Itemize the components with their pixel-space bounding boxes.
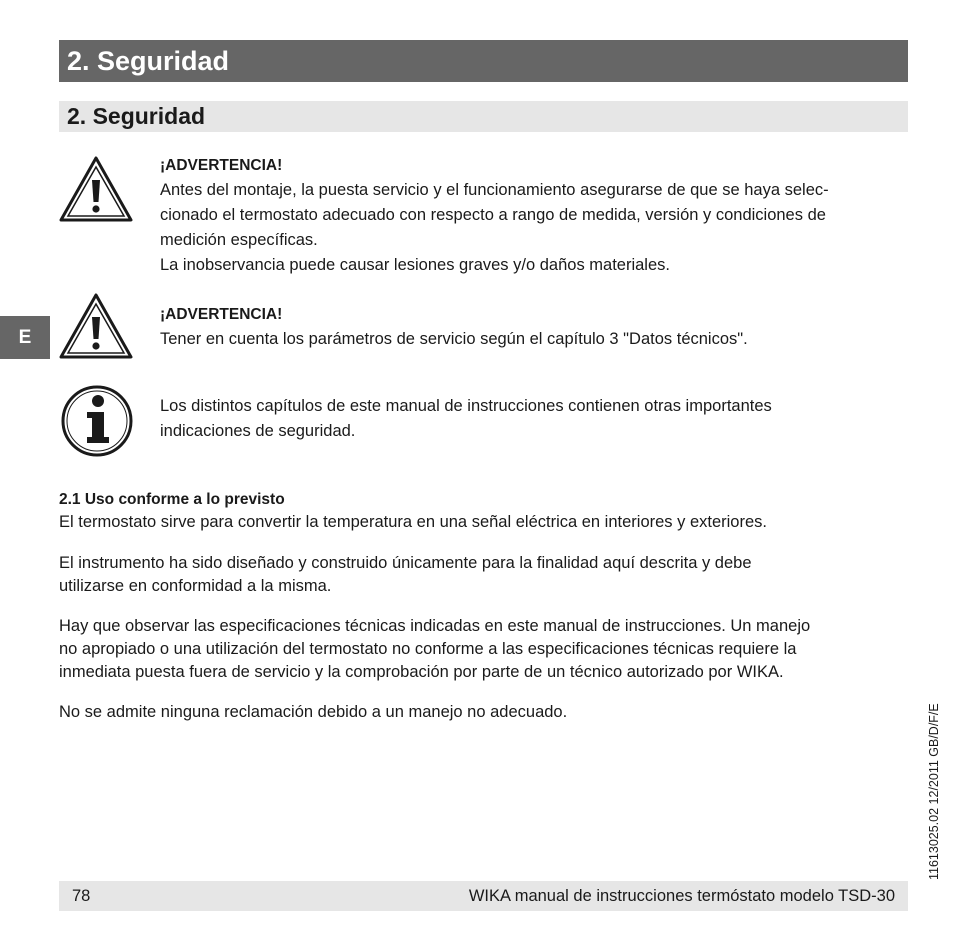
footer-title: WIKA manual de instrucciones termóstato modelo TSD-30 [468,887,895,905]
warning-text-line: Tener en cuenta los parámetros de servicio según el capítulo 3 "Datos técnicos". [160,330,748,348]
warning-block-1 [160,153,920,278]
info-text-line: Los distintos capítulos de este manual de instrucciones contienen otras importantes [160,397,772,415]
paragraph-2 [59,552,909,598]
paragraph-line: El instrumento ha sido diseñado y construido únicamente para la finalidad aquí descrita y debe [59,554,752,572]
warning-triangle-icon [58,292,134,360]
warning-triangle-icon [58,155,134,223]
warning-block-2 [160,302,920,352]
info-icon [60,384,134,458]
paragraph-line: Hay que observar las especificaciones técnicas indicadas en este manual de instrucciones. Un manejo [59,617,811,635]
info-block [160,394,920,444]
paragraph-4 [59,701,909,724]
paragraph-line: no apropiado o una utilización del termostato no conforme a las especificaciones técnicas requiere la [59,640,797,658]
language-tab: E [0,316,50,359]
paragraph-line: inmediata puesta fuera de servicio y la comprobación por parte de un técnico autorizado por WIKA. [59,663,784,681]
info-text-line: indicaciones de seguridad. [160,422,356,440]
warning-title: ¡ADVERTENCIA! [160,306,283,323]
page-header: 2. Seguridad [59,40,908,82]
warning-title: ¡ADVERTENCIA! [160,157,283,174]
subsection-title: 2.1 Uso conforme a lo previsto [59,491,285,508]
paragraph-line: No se admite ninguna reclamación debido a un manejo no adecuado. [59,703,568,721]
page-number: 78 [72,887,91,905]
warning-text-line: cionado el termostato adecuado con respecto a rango de medida, versión y condiciones de [160,206,826,224]
section-title: 2. Seguridad [59,101,908,132]
paragraph-3 [59,615,909,684]
subsection-intro [59,488,909,534]
paragraph: El termostato sirve para convertir la temperatura en una señal eléctrica en interiores y exteriores. [59,513,767,531]
warning-text-line: Antes del montaje, la puesta servicio y el funcionamiento asegurarse de que se haya selec- [160,181,829,199]
page-footer [59,881,908,911]
document-code: 11613025.02 12/2011 GB/D/F/E [927,703,941,880]
warning-text-line: medición específicas. [160,231,318,249]
warning-text-line: La inobservancia puede causar lesiones graves y/o daños materiales. [160,256,670,274]
paragraph-line: utilizarse en conformidad a la misma. [59,577,332,595]
